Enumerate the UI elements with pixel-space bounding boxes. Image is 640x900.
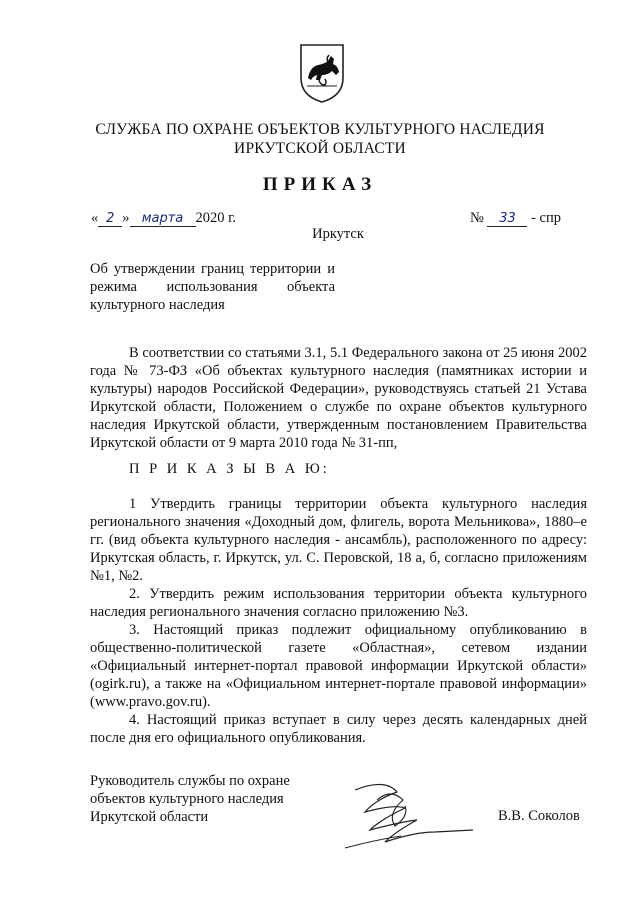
subject-line: Об утверждении границ территории и	[90, 261, 335, 277]
coat-of-arms-icon	[298, 42, 346, 104]
order-point: 4. Настоящий приказ вступает в силу через десять календарных дней после дня его официального опубликования.	[90, 712, 587, 746]
signatory-title	[90, 772, 320, 826]
agency-name-line-2: ИРКУТСКОЙ ОБЛАСТИ	[234, 140, 406, 157]
order-point: 2. Утвердить режим использования территории объекта культурного наследия регионального значения согласно приложению №3.	[90, 586, 587, 620]
signatory-title-line: объектов культурного наследия	[90, 791, 284, 807]
order-point: 3. Настоящий приказ подлежит официальному опубликованию в общественно-политической газете «Областная», сетевом издании «Официальный интернет-портал правовой информации Иркутской области» (ogirk.ru), а также на «Официальном интернет-портале правовой информации» (www.pravo.gov.ru).	[90, 622, 587, 710]
subject-line: режима использования объекта	[90, 279, 335, 295]
date-open-quote: «	[91, 210, 99, 226]
document-type-title: ПРИКАЗ	[262, 174, 378, 195]
signatory-title-line: Руководитель службы по охране	[90, 773, 290, 789]
subject-line: культурного наследия	[90, 297, 225, 313]
agency-name-line-1: СЛУЖБА ПО ОХРАНЕ ОБЪЕКТОВ КУЛЬТУРНОГО НАСЛЕДИЯ	[95, 121, 545, 138]
number-prefix: №	[470, 210, 484, 226]
document-date	[91, 210, 236, 227]
date-close-quote: »	[122, 210, 130, 226]
date-month: марта	[130, 211, 196, 227]
number-value: 33	[487, 211, 527, 227]
order-point: 1 Утвердить границы территории объекта культурного наследия регионального значения «Доходный дом, флигель, ворота Мельникова», 1880–е гг. (вид объекта культурного наследия - ансамбль), расположенного по адресу: Иркутская область, г. Иркутск, ул. С. Перовской, 18 а, б, согласно приложениям №1, №2.	[90, 496, 587, 584]
document-number	[470, 210, 561, 227]
date-year: 2020 г.	[195, 210, 237, 226]
handwritten-signature	[325, 770, 475, 860]
document-subject	[90, 260, 335, 314]
order-points	[90, 495, 587, 747]
preamble-text: В соответствии со статьями 3.1, 5.1 Федерального закона от 25 июня 2002 года № 73-ФЗ «Об объектах культурного наследия (памятниках истории и культуры) народов Российской Федерации», руководствуясь статьей 21 Устава Иркутской области, Положением о службе по охране объектов культурного наследия Иркутской области, утвержденным постановлением Правительства Иркутской области от 9 марта 2010 года № 31-пп,	[90, 345, 587, 451]
number-suffix: - спр	[531, 210, 561, 226]
document-city: Иркутск	[312, 226, 364, 242]
order-heading: П Р И К А З Ы В А Ю:	[129, 461, 330, 477]
date-day: 2	[98, 211, 122, 227]
signatory-title-line: Иркутской области	[90, 809, 209, 825]
preamble-paragraph	[90, 344, 587, 452]
signatory-name: В.В. Соколов	[498, 808, 580, 824]
